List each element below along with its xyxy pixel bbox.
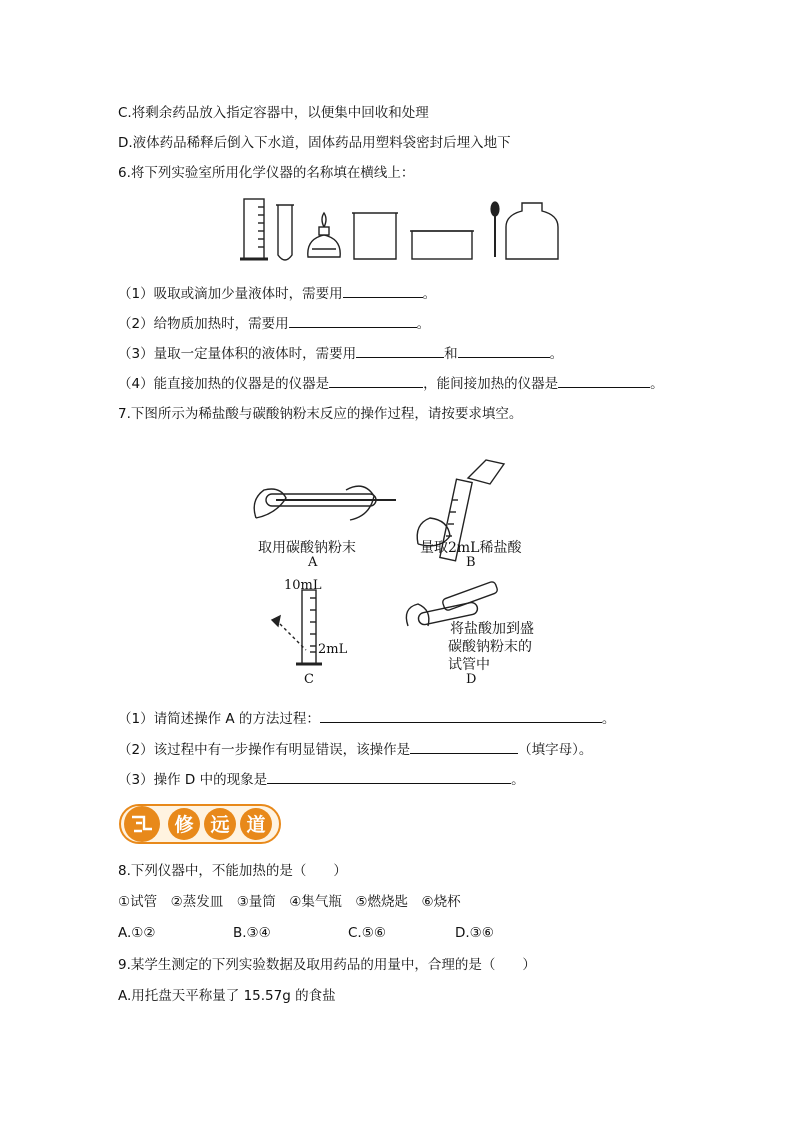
answer-blank[interactable] (558, 373, 650, 388)
graduated-cylinder-icon (240, 199, 268, 259)
q6-part-4: （4）能直接加热的仪器是的仪器是 ，能间接加热的仪器是 。 (118, 373, 664, 393)
test-tube-icon (276, 205, 294, 260)
answer-blank[interactable] (458, 343, 550, 358)
spatula-in-test-tube-icon (254, 486, 396, 520)
q8-option-c[interactable]: C.⑤⑥ (348, 925, 386, 941)
q9-stem: 9.某学生测定的下列实验数据及取用药品的用量中，合理的是（ ） (118, 957, 536, 973)
answer-blank[interactable] (343, 283, 423, 298)
banner-char-3: 道 (246, 814, 266, 836)
fig-b-caption: 量取2mL稀盐酸 (420, 540, 522, 556)
q6-instrument-figure (236, 193, 566, 273)
q6-part-1: （1）吸取或滴加少量液体时，需要用 。 (118, 283, 436, 303)
q8-items: ①试管 ②蒸发皿 ③量筒 ④集气瓶 ⑤燃烧匙 ⑥烧杯 (118, 894, 461, 910)
q8-option-a[interactable]: A.①② (118, 925, 156, 941)
q7-part-3: （3）操作 D 中的现象是 。 (118, 769, 525, 789)
q9-option-a: A.用托盘天平称量了 15.57g 的食盐 (118, 988, 336, 1004)
fig-d-caption-1: 将盐酸加到盛 (450, 621, 534, 637)
fig-d-caption-3: 试管中 (448, 657, 490, 673)
dropper-icon (491, 202, 499, 257)
fig-c-mark-label: 2mL (318, 642, 348, 657)
answer-blank[interactable] (356, 343, 444, 358)
q6-part-3: （3）量取一定量体积的液体时，需要用 和 。 (118, 343, 563, 363)
cylinder-reading-icon (272, 590, 322, 664)
answer-blank[interactable] (289, 313, 417, 328)
banner-char-1: 修 (174, 814, 194, 836)
q7-part-2: （2）该过程中有一步操作有明显错误，该操作是 （填字母）。 (118, 739, 592, 759)
q6-part-2: （2）给物质加热时，需要用 。 (118, 313, 430, 333)
answer-blank[interactable] (267, 769, 511, 784)
q8-option-d[interactable]: D.③⑥ (455, 925, 494, 941)
q7-stem: 7.下图所示为稀盐酸与碳酸钠粉末反应的操作过程，请按要求填空。 (118, 406, 523, 422)
q6-stem: 6.将下列实验室所用化学仪器的名称填在横线上： (118, 165, 415, 181)
q5-option-c: C.将剩余药品放入指定容器中，以便集中回收和处理 (118, 105, 429, 121)
answer-blank[interactable] (329, 373, 423, 388)
q8-stem: 8.下列仪器中，不能加热的是（ ） (118, 863, 347, 879)
banner-char-2: 远 (210, 814, 230, 836)
fig-c-top-label: 10mL (284, 578, 322, 593)
q8-option-b[interactable]: B.③④ (233, 925, 271, 941)
answer-blank[interactable] (320, 708, 602, 723)
answer-blank[interactable] (410, 739, 518, 754)
trough-icon (410, 231, 474, 259)
fig-b-letter: B (466, 555, 476, 570)
fig-d-letter: D (466, 672, 477, 687)
section-banner (118, 801, 282, 847)
q5-option-d: D.液体药品稀释后倒入下水道，固体药品用塑料袋密封后埋入地下 (118, 135, 511, 151)
reagent-bottle-icon (506, 203, 558, 259)
alcohol-lamp-icon (308, 213, 340, 257)
fig-a-letter: A (308, 555, 318, 570)
q8-options (118, 924, 494, 942)
q7-part-1: （1）请简述操作 A 的方法过程： 。 (118, 708, 615, 728)
beaker-icon (352, 213, 398, 259)
fig-d-caption-2: 碳酸钠粉末的 (448, 639, 532, 655)
fig-a-caption: 取用碳酸钠粉末 (258, 540, 356, 556)
fig-c-letter: C (304, 672, 314, 687)
